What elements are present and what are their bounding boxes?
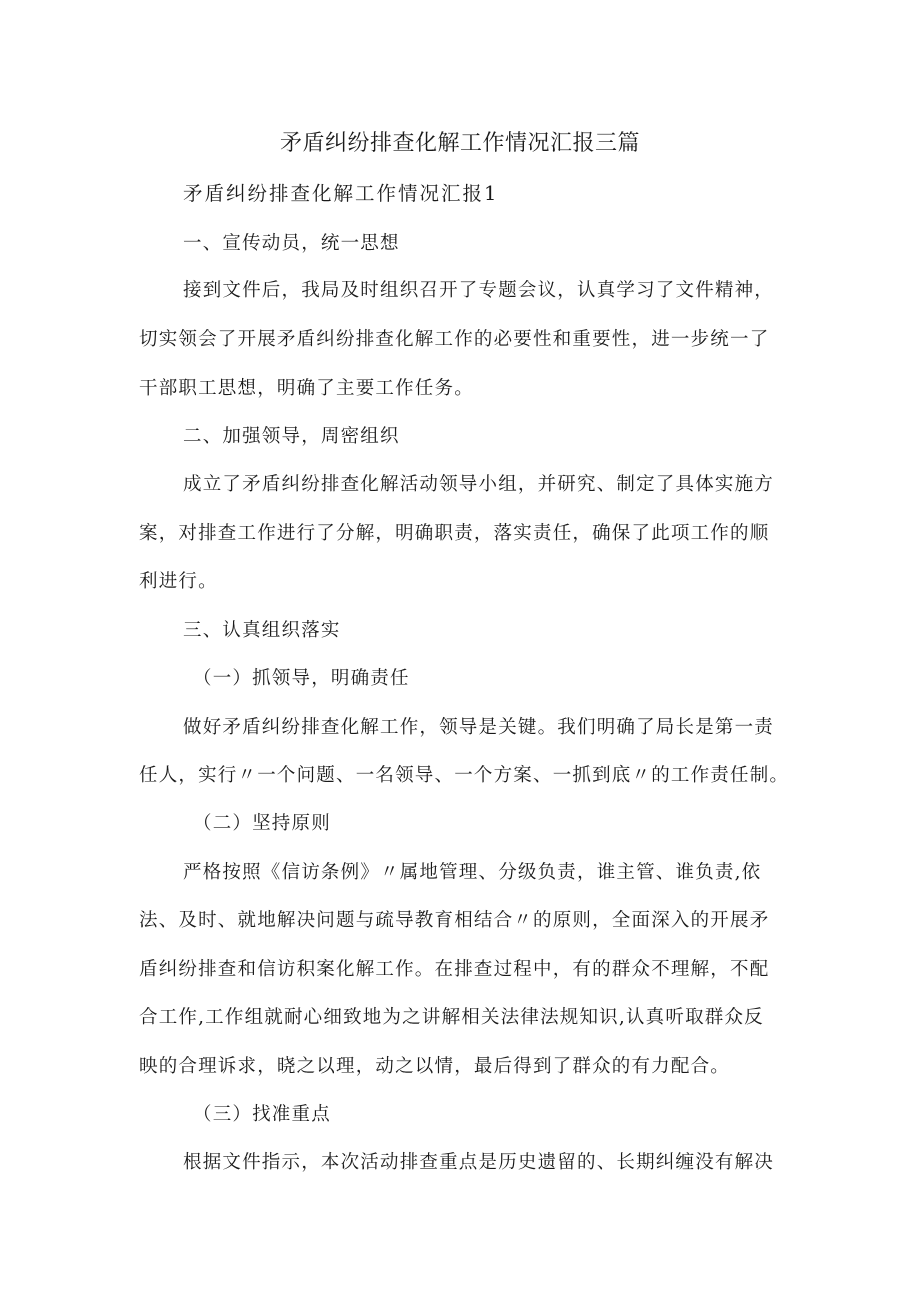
section-subtitle: 矛盾纠纷排查化解工作情况汇报1 — [183, 182, 499, 205]
paragraph-line: 任人，实行〃一个问题、一名领导、一个方案、一抓到底〃的工作责任制。 — [139, 765, 790, 786]
subheading-1: （一）抓领导，明确责任 — [193, 668, 410, 689]
paragraph-line: 利进行。 — [139, 571, 218, 592]
document-title: 矛盾纠纷排查化解工作情况汇报三篇 — [279, 131, 640, 156]
paragraph-line: 盾纠纷排查和信访积案化解工作。在排查过程中，有的群众不理解，不配 — [139, 959, 770, 980]
paragraph-line: 案，对排查工作进行了分解，明确职责，落实责任，确保了此项工作的顺 — [139, 523, 770, 544]
paragraph-line: 干部职工思想，明确了主要工作任务。 — [139, 378, 474, 399]
heading-3: 三、认真组织落实 — [183, 620, 341, 641]
paragraph-line: 合工作,工作组就耐心细致地为之讲解相关法律法规知识,认真听取群众反 — [139, 1007, 764, 1028]
subheading-3: （三）找准重点 — [193, 1104, 331, 1125]
paragraph-line: 成立了矛盾纠纷排查化解活动领导小组，并研究、制定了具体实施方 — [183, 474, 775, 495]
paragraph-line: 严格按照《信访条例》〃属地管理、分级负责，谁主管、谁负责,依 — [183, 862, 762, 883]
heading-1: 一、宣传动员，统一思想 — [183, 233, 400, 254]
subheading-2: （二）坚持原则 — [193, 813, 331, 834]
paragraph-line: 根据文件指示，本次活动排查重点是历史遗留的、长期纠缠没有解决 — [183, 1152, 775, 1173]
paragraph-line: 接到文件后，我局及时组织召开了专题会议，认真学习了文件精神， — [183, 280, 775, 301]
heading-2: 二、加强领导，周密组织 — [183, 426, 400, 447]
paragraph-line: 切实领会了开展矛盾纠纷排查化解工作的必要性和重要性，进一步统一了 — [139, 329, 770, 350]
paragraph-line: 做好矛盾纠纷排查化解工作，领导是关键。我们明确了局长是第一责 — [183, 717, 775, 738]
paragraph-line: 法、及时、就地解决问题与疏导教育相结合〃的原则，全面深入的开展矛 — [139, 910, 770, 931]
paragraph-line: 映的合理诉求，晓之以理，动之以情，最后得到了群众的有力配合。 — [139, 1056, 731, 1077]
